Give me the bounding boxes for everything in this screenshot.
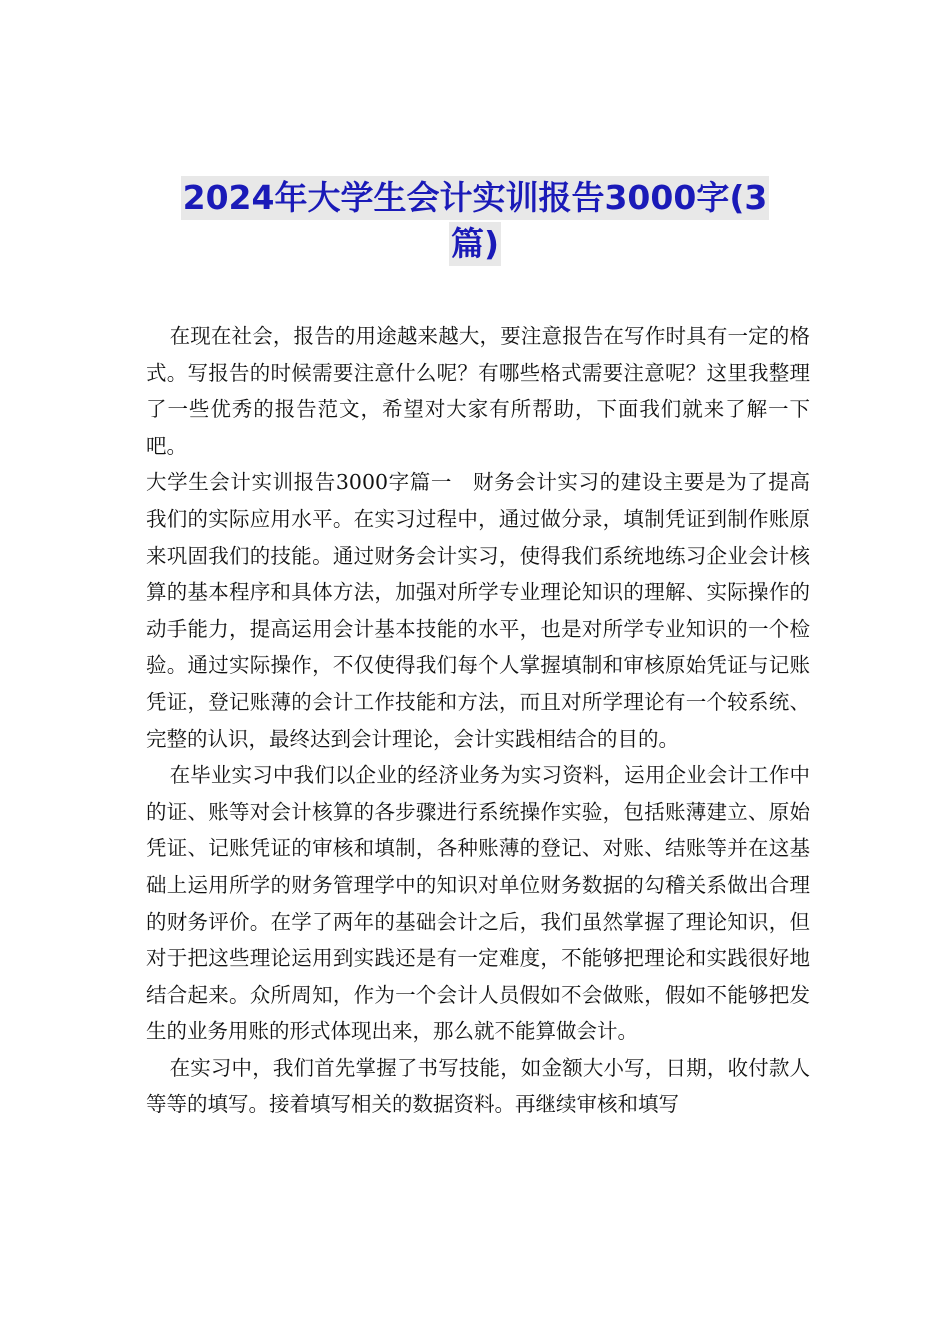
document-title [150,176,800,266]
section-one-paragraph: 大学生会计实训报告3000字篇一 财务会计实习的建设主要是为了提高我们的实际应用水平。在实习过程中，通过做分录，填制凭证到制作账原来巩固我们的技能。通过财务会计实习，使得我们系统地练习企业会计核算的基本程序和具体方法，加强对所学专业理论知识的理解、实际操作的动手能力，提高运用会计基本技能的水平，也是对所学专业知识的一个检验。通过实际操作，不仅使得我们每个人掌握填制和审核原始凭证与记账凭证，登记账薄的会计工作技能和方法，而且对所学理论有一个较系统、完整的认识，最终达到会计理论，会计实践相结合的目的。 [146,470,810,751]
body-paragraph: 在毕业实习中我们以企业的经济业务为实习资料，运用企业会计工作中的证、账等对会计核算的各步骤进行系统操作实验，包括账薄建立、原始凭证、记账凭证的审核和填制，各种账薄的登记、对账、结账等并在这基础上运用所学的财务管理学中的知识对单位财务数据的勾稽关系做出合理的财务评价。在学了两年的基础会计之后，我们虽然掌握了理论知识，但对于把这些理论运用到实践还是有一定难度，不能够把理论和实践很好地结合起来。众所周知，作为一个会计人员假如不会做账，假如不能够把发生的业务用账的形式体现出来，那么就不能算做会计。 [146,763,810,1044]
title-line-2: 篇) [449,222,501,266]
intro-paragraph: 在现在社会，报告的用途越来越大，要注意报告在写作时具有一定的格式。写报告的时候需要注意什么呢？有哪些格式需要注意呢？这里我整理了一些优秀的报告范文，希望对大家有所帮助，下面我们就来了解一下吧。 [146,324,810,458]
body-paragraph: 在实习中，我们首先掌握了书写技能，如金额大小写，日期，收付款人等等的填写。接着填写相关的数据资料。再继续审核和填写 [146,1055,810,1117]
document-body [146,318,810,1123]
title-line-1: 2024年大学生会计实训报告3000字(3 [181,176,770,220]
